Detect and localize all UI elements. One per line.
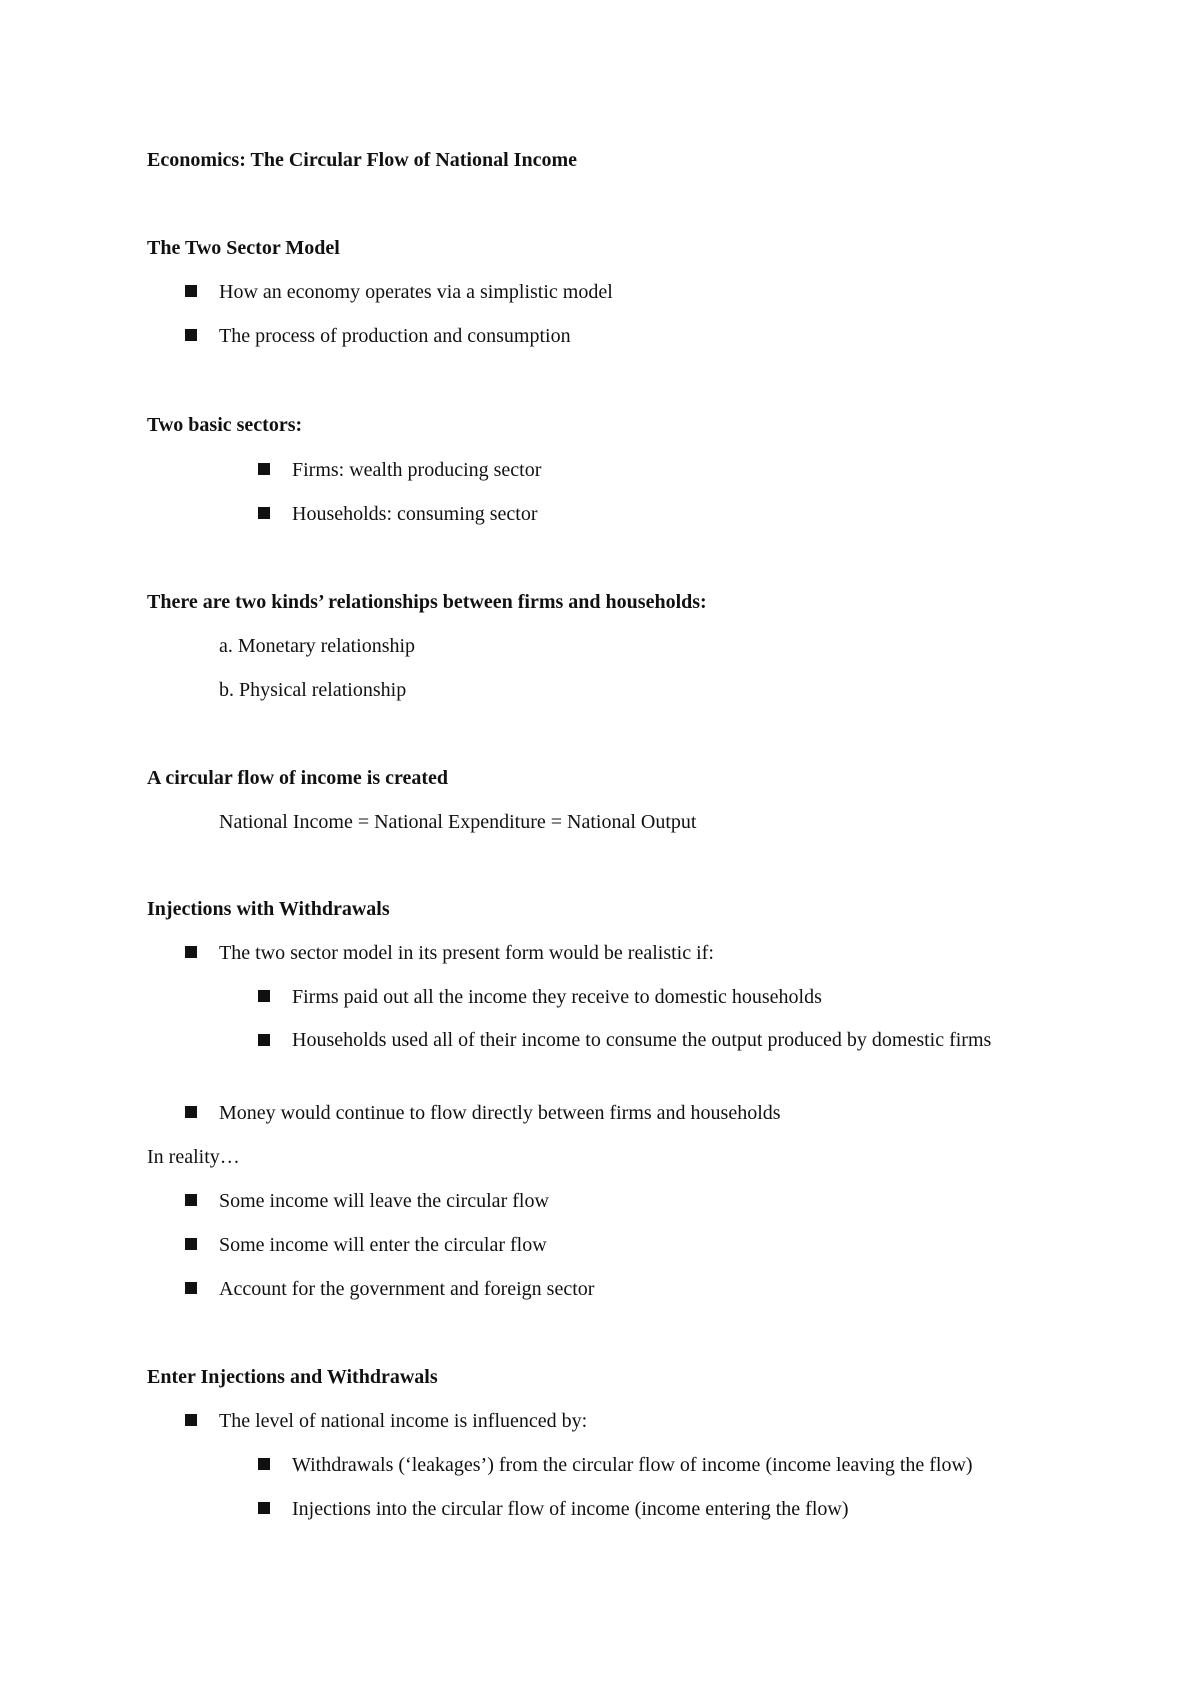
list-item: Money would continue to flow directly between firms and households: [219, 1102, 781, 1124]
bullet-square-icon: [185, 285, 197, 297]
bullet-square-icon: [258, 1502, 270, 1514]
list-item: Injections into the circular flow of income (income entering the flow): [292, 1498, 849, 1520]
list-item: Withdrawals (‘leakages’) from the circular flow of income (income leaving the flow): [292, 1454, 973, 1476]
list-item: Some income will enter the circular flow: [219, 1234, 547, 1256]
list-item: The two sector model in its present form would be realistic if:: [219, 942, 714, 964]
list-item: a. Monetary relationship: [219, 635, 416, 657]
bullet-square-icon: [185, 1238, 197, 1250]
list-item: The process of production and consumption: [219, 325, 571, 347]
list-item: b. Physical relationship: [219, 679, 407, 701]
list-item: How an economy operates via a simplistic model: [219, 281, 613, 303]
equation-text: National Income = National Expenditure = National Output: [219, 811, 697, 833]
section-heading-relationships: There are two kinds’ relationships between firms and households:: [147, 591, 707, 613]
list-item: The level of national income is influenced by:: [219, 1410, 588, 1432]
bullet-square-icon: [258, 463, 270, 475]
bullet-square-icon: [258, 1034, 270, 1046]
section-heading-two-sector-model: The Two Sector Model: [147, 237, 340, 259]
bullet-square-icon: [258, 507, 270, 519]
list-item: Households used all of their income to consume the output produced by domestic firms: [292, 1029, 992, 1051]
section-heading-injections-withdrawals: Injections with Withdrawals: [147, 898, 390, 920]
list-item: Firms: wealth producing sector: [292, 459, 542, 481]
reality-text: In reality…: [147, 1146, 240, 1168]
bullet-square-icon: [185, 329, 197, 341]
bullet-square-icon: [185, 1106, 197, 1118]
list-item: Some income will leave the circular flow: [219, 1190, 549, 1212]
list-item: Households: consuming sector: [292, 503, 538, 525]
bullet-square-icon: [185, 1282, 197, 1294]
document-title: Economics: The Circular Flow of National Income: [147, 149, 577, 171]
bullet-square-icon: [258, 990, 270, 1002]
section-heading-circular-flow: A circular flow of income is created: [147, 767, 449, 789]
bullet-square-icon: [185, 1414, 197, 1426]
bullet-square-icon: [185, 946, 197, 958]
list-item: Account for the government and foreign sector: [219, 1278, 595, 1300]
list-item: Firms paid out all the income they receive to domestic households: [292, 986, 822, 1008]
section-heading-enter-injections: Enter Injections and Withdrawals: [147, 1366, 438, 1388]
bullet-square-icon: [258, 1458, 270, 1470]
section-heading-two-basic-sectors: Two basic sectors:: [147, 414, 303, 436]
bullet-square-icon: [185, 1194, 197, 1206]
